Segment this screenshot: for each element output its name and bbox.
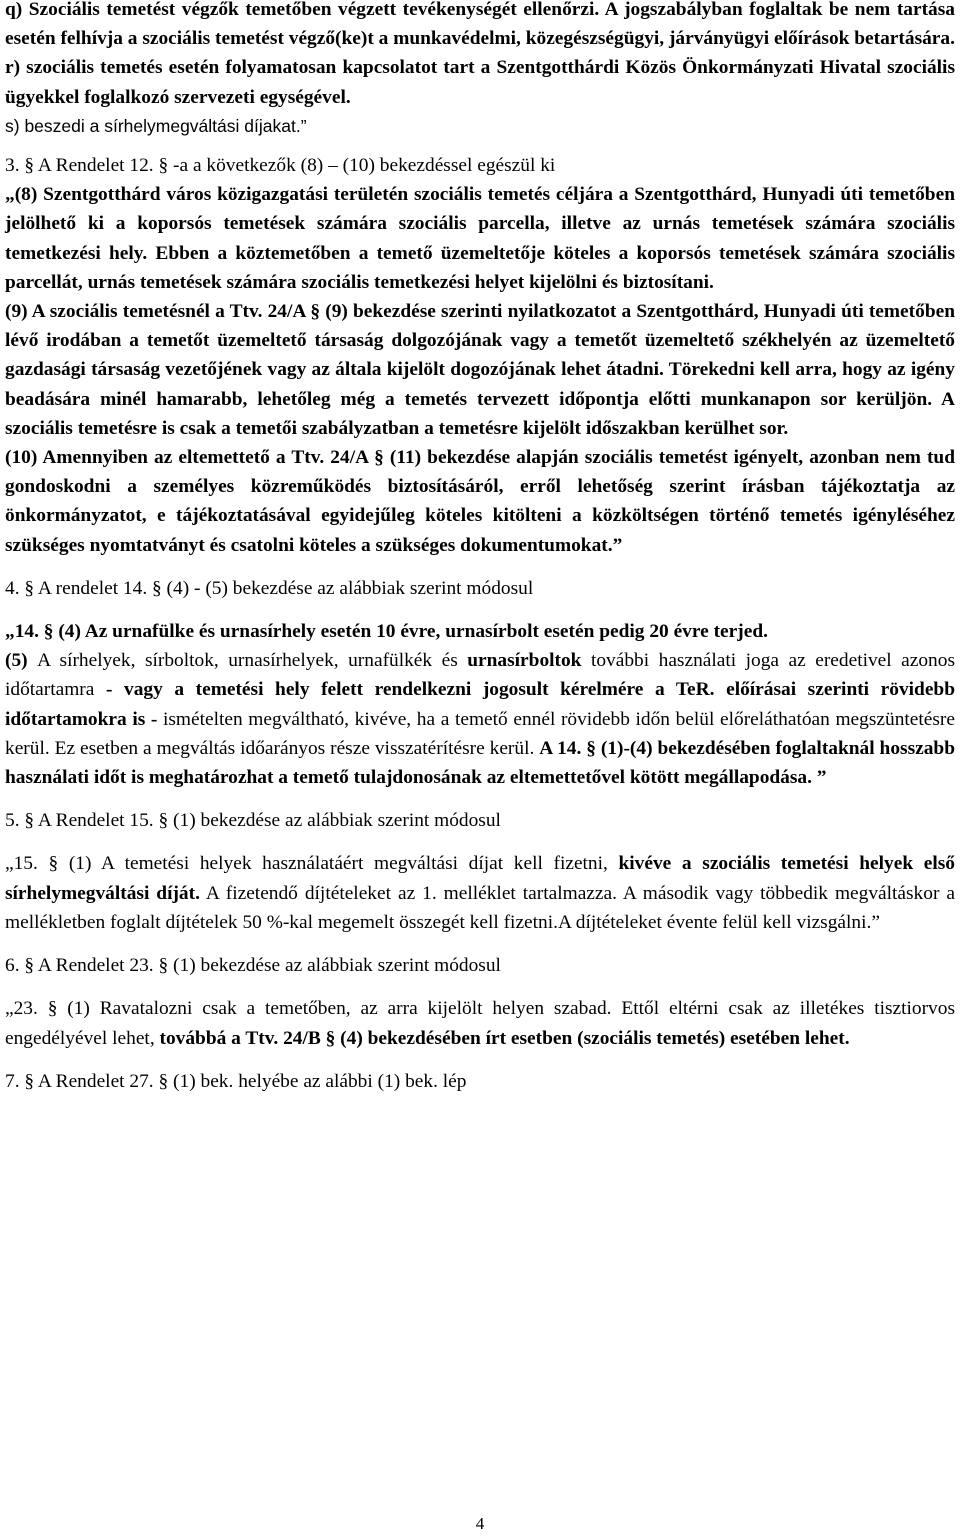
text-run: q) Szociális temetést végzők temetőben végzett tevékenységét ellenőrzi. A jogszabályban foglaltak be nem tartása esetén felhívja a szociális temetést végző(ke)t a munkavédelmi, közegészségügyi, járványügyi előírások betartására. [5, 0, 955, 50]
text-run: további használati joga az eredetivel azonos időtartamra [5, 650, 955, 701]
text-run: s) beszedi a sírhelymegváltási díjakat.” [5, 115, 307, 136]
paragraph-s [5, 112, 955, 141]
section-6-heading [5, 951, 955, 980]
text-run: kivéve a szociális temetési helyek első sírhelymegváltási díját. [5, 853, 955, 904]
text-run: 7. § A Rendelet 27. § (1) bek. helyébe az alábbi (1) bek. lép [5, 1070, 467, 1092]
text-run: A sírhelyek, sírboltok, urnasírhelyek, urnafülkék és [37, 650, 468, 672]
paragraph-14-4 [5, 617, 955, 646]
text-run: (9) A szociális temetésnél a Ttv. 24/A § (9) bekezdése szerinti nyilatkozatot a Szentgotthárd, Hunyadi úti temetőben lévő irodában a temetőt üzemeltető társaság dolgozójának vagy a temetőt üzemeltető székhelyén az üzemeltető gazdasági társaság vezetőjének vagy az általa kijelölt dogozójának lehet átadni. Törekedni kell arra, hogy az igény beadására minél hamarabb, lehetőleg még a temetés tervezett időpontja előtti munkanapon sor kerüljön. A szociális temetésre is csak a temetői szabályzatban a temetésre kijelölt időszakban kerülhet sor. [5, 301, 955, 439]
text-run: ismételten megváltható, kivéve, ha a temető ennél rövidebb időn belül előreláthatóan megszüntetésre kerül. Ez esetben a megváltás időarányos része visszatérítésre kerül. [5, 708, 955, 759]
text-run: 5. § A Rendelet 15. § (1) bekezdése az alábbiak szerint módosul [5, 810, 501, 832]
page-number: 4 [475, 1514, 485, 1533]
paragraph-14-5 [5, 646, 955, 792]
paragraph-12-10 [5, 443, 955, 560]
text-run: 4. § A rendelet 14. § (4) - (5) bekezdése az alábbiak szerint módosul [5, 577, 534, 599]
text-run: „(8) Szentgotthárd város közigazgatási területén szociális temetés céljára a Szentgotthárd, Hunyadi úti temetőben jelölhető ki a koporsós temetések számára szociális parcella, illetve az urnás temetések számára szociális temetkezési hely. Ebben a köztemetőben a temető üzemeltetője köteles a koporsós temetések számára szociális parcellát, urnás temetések számára szociális temetkezési helyet kijelölni és biztosítani. [5, 184, 955, 293]
text-run: A 14. § (1)-(4) bekezdésében foglaltaknál hosszabb használati időt is meghatározhat a temető tulajdonosának az eltemettetővel kötött megállapodása. ” [5, 737, 955, 789]
text-run: (5) [5, 650, 38, 672]
paragraph-12-9 [5, 297, 955, 443]
text-run: - vagy a temetési hely felett rendelkezni jogosult kérelmére a TeR. előírásai szerinti rövidebb időtartamokra is - [5, 679, 955, 730]
section-5-heading [5, 806, 955, 835]
paragraph-12-8 [5, 180, 955, 297]
section-3-heading [5, 151, 955, 180]
paragraph-q [5, 0, 955, 53]
section-4-heading [5, 574, 955, 603]
paragraph-r [5, 53, 955, 111]
text-run: „15. § (1) A temetési helyek használatáért megváltási díjat kell fizetni, [5, 853, 619, 875]
text-run: továbbá a Ttv. 24/B § (4) bekezdésében írt esetben (szociális temetés) esetében lehet. [159, 1027, 850, 1049]
text-run: (10) Amennyiben az eltemettető a Ttv. 24/A § (11) bekezdése alapján szociális temetést igényelt, azonban nem tud gondoskodni a személyes közreműködés biztosításáról, erről lehetőség szerint írásban tájékoztatja az önkormányzatot, e tájékoztatásával egyidejűleg köteles kitölteni a közköltségen történő temetés igényléséhez szükséges nyomtatványt és csatolni köteles a szükséges dokumentumokat.” [5, 447, 955, 556]
document-page [5, 0, 955, 1096]
text-run: r) szociális temetés esetén folyamatosan kapcsolatot tart a Szentgotthárdi Közös Önkormányzati Hivatal szociális ügyekkel foglalkozó szervezeti egységével. [5, 57, 955, 108]
text-run: urnasírboltok [467, 650, 582, 672]
text-run: „23. § (1) Ravatalozni csak a temetőben, az arra kijelölt helyen szabad. Ettől eltérni csak az illetékes tisztiorvos engedélyével lehet, [5, 998, 955, 1049]
text-run: A fizetendő díjtételeket az 1. melléklet tartalmazza. A második vagy többedik megváltáskor a mellékletben foglalt díjtételek 50 %-kal megemelt összegét kell fizetni.A díjtételeket évente felül kell vizsgálni.” [5, 882, 955, 933]
paragraph-15-1 [5, 849, 955, 937]
text-run: 6. § A Rendelet 23. § (1) bekezdése az alábbiak szerint módosul [5, 955, 501, 977]
text-run: „14. § (4) Az urnafülke és urnasírhely esetén 10 évre, urnasírbolt esetén pedig 20 évre terjed. [5, 621, 768, 643]
paragraph-23-1 [5, 994, 955, 1052]
text-run: 3. § A Rendelet 12. § -a a következők (8) – (10) bekezdéssel egészül ki [5, 155, 556, 177]
section-7-heading [5, 1067, 955, 1096]
